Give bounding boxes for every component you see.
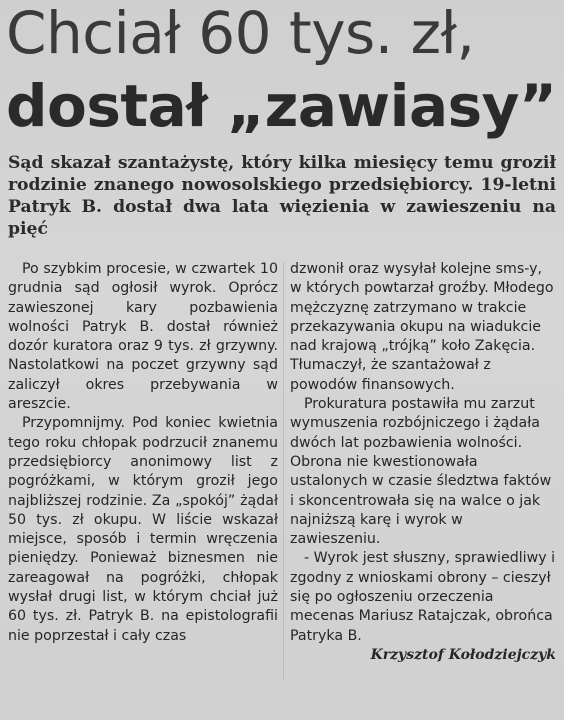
- paragraph-defense-quote: - Wyrok jest słuszny, sprawiedliwy i zgodny z wnioskami obrony – cieszył się po ogłoszeniu orzeczenia mecenas Mariusz Ratajczak, obrońca Patryka B.: [290, 550, 556, 644]
- article-lead: Sąd skazał szantażystę, który kilka miesięcy temu groził rodzinie znanego nowosolskiego przedsiębiorcy. 19-letni Patryk B. dostał dwa lata więzienia w zawieszeniu na pięć: [8, 153, 556, 239]
- headline-line-1: Chciał 60 tys. zł,: [6, 0, 475, 67]
- right-text-column: [290, 260, 556, 665]
- paragraph-arrest: dzwonił oraz wysyłał kolejne sms-y, w których powtarzał groźby. Młodego mężczyznę zatrzymano w trakcie przekazywania okupu na wiadukcie nad krajową „trójką” koło Zakęcia. Tłumaczył, że szantażował z powodów finansowych.: [290, 261, 554, 393]
- paragraph-prosecution: Prokuratura postawiła mu zarzut wymuszenia rozbójniczego i żądała dwóch lat pozbawienia wolności. Obrona nie kwestionowała ustalonych w czasie śledztwa faktów i skoncentrowała się na walce o jak najniższą karę i wyrok w zawieszeniu.: [290, 396, 552, 548]
- column-divider: [283, 262, 284, 680]
- headline-line-2: dostał „zawiasy”: [6, 72, 557, 140]
- left-text-column: [8, 260, 278, 646]
- author-signature: Krzysztof Kołodziejczyk: [370, 646, 556, 663]
- paragraph-verdict: Po szybkim procesie, w czwartek 10 grudnia sąd ogłosił wyrok. Oprócz zawieszonej kary pozbawienia wolności Patryk B. dostał również dozór kuratora oraz 9 tys. zł grzywny. Nastolatkowi na poczet grzywny sąd zaliczył okres przebywania w areszcie.: [8, 261, 278, 413]
- paragraph-background: Przypomnijmy. Pod koniec kwietnia tego roku chłopak podrzucił znanemu przedsiębiorcy anonimowy list z pogróżkami, w którym groził jego najbliższej rodzinie. Za „spokój” żądał 50 tys. zł okupu. W liście wskazał miejsce, sposób i termin wręczenia pieniędzy. Ponieważ biznesmen nie zareagował na pogróżki, chłopak wysłał drugi list, w którym chciał już 60 tys. zł. Patryk B. na epistolografii nie poprzestał i cały czas: [8, 415, 278, 644]
